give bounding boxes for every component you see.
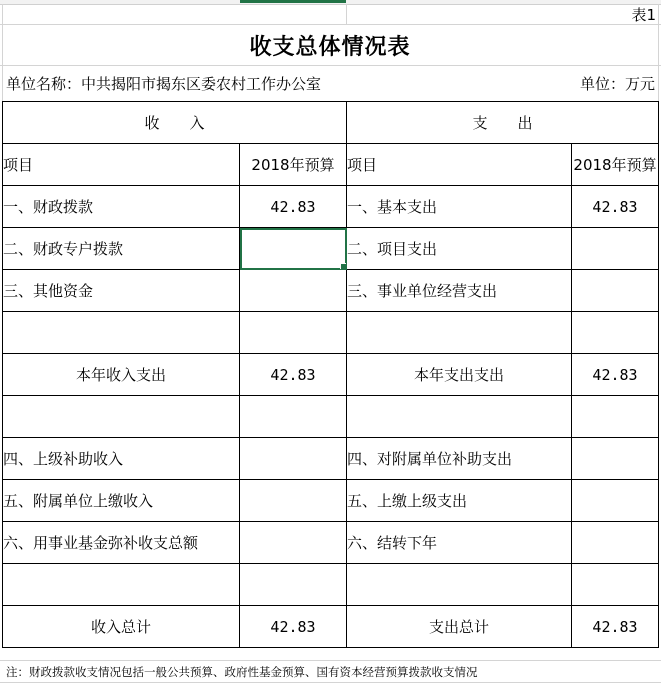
income-item-header[interactable]: 项目: [3, 144, 240, 186]
unit-name[interactable]: 单位名称：中共揭阳市揭东区委农村工作办公室: [6, 75, 322, 93]
footnote[interactable]: 注：财政拨款收支情况包括一般公共预算、政府性基金预算、国有资本经营预算拨款收支情况: [6, 664, 478, 679]
expense-item-cell[interactable]: 一、基本支出: [347, 186, 572, 228]
income-item-cell[interactable]: 五、附属单位上缴收入: [3, 480, 240, 522]
income-item-cell[interactable]: 三、其他资金: [3, 270, 240, 312]
table-number[interactable]: 表1: [631, 5, 656, 24]
selected-cell[interactable]: [240, 228, 347, 270]
expense-value-cell[interactable]: 42.83: [572, 186, 659, 228]
table-row: [3, 270, 659, 312]
income-item-cell[interactable]: 本年收入支出: [3, 354, 240, 396]
expense-item-cell[interactable]: 六、结转下年: [347, 522, 572, 564]
fill-handle[interactable]: [340, 263, 347, 270]
table-row: [3, 438, 659, 480]
income-value-cell[interactable]: 42.83: [240, 354, 347, 396]
unit-label[interactable]: 单位：万元: [579, 75, 655, 93]
expense-value-cell[interactable]: [572, 312, 659, 354]
expense-value-cell[interactable]: [572, 396, 659, 438]
income-item-cell[interactable]: [3, 312, 240, 354]
income-value-cell[interactable]: [240, 396, 347, 438]
expense-header[interactable]: 支 出: [347, 102, 659, 144]
income-value-cell[interactable]: [240, 564, 347, 606]
expense-value-cell[interactable]: [572, 480, 659, 522]
income-total-label[interactable]: 收入总计: [3, 606, 240, 648]
expense-total-value[interactable]: 42.83: [572, 606, 659, 648]
income-value-cell[interactable]: [240, 480, 347, 522]
expense-item-cell[interactable]: [347, 312, 572, 354]
income-item-cell[interactable]: 二、财政专户拨款: [3, 228, 240, 270]
expense-budget-header[interactable]: 2018年预算: [572, 144, 659, 186]
expense-item-cell[interactable]: 三、事业单位经营支出: [347, 270, 572, 312]
income-item-cell[interactable]: 六、用事业基金弥补收支总额: [3, 522, 240, 564]
expense-item-cell[interactable]: 二、项目支出: [347, 228, 572, 270]
income-value-cell[interactable]: [240, 312, 347, 354]
expense-value-cell[interactable]: [572, 438, 659, 480]
income-item-cell[interactable]: 一、财政拨款: [3, 186, 240, 228]
income-item-cell[interactable]: [3, 564, 240, 606]
table-row: [3, 606, 659, 648]
selected-column-indicator: [240, 0, 346, 3]
table-row: [3, 354, 659, 396]
gridline: [346, 4, 347, 24]
expense-item-cell[interactable]: 四、对附属单位补助支出: [347, 438, 572, 480]
table-row: [3, 186, 659, 228]
table-row: [3, 228, 659, 270]
page-title[interactable]: 收支总体情况表: [249, 34, 411, 60]
expense-item-cell[interactable]: 五、上缴上级支出: [347, 480, 572, 522]
table-row: [3, 564, 659, 606]
income-header[interactable]: 收 入: [3, 102, 347, 144]
table-row: [3, 522, 659, 564]
income-value-cell[interactable]: [240, 270, 347, 312]
expense-value-cell[interactable]: [572, 228, 659, 270]
income-value-cell[interactable]: [240, 438, 347, 480]
income-value-cell[interactable]: 42.83: [240, 186, 347, 228]
expense-total-label[interactable]: 支出总计: [347, 606, 572, 648]
expense-item-cell[interactable]: 本年支出支出: [347, 354, 572, 396]
income-total-value[interactable]: 42.83: [240, 606, 347, 648]
income-budget-header[interactable]: 2018年预算: [240, 144, 347, 186]
budget-table: [2, 101, 659, 648]
expense-value-cell[interactable]: [572, 270, 659, 312]
expense-value-cell[interactable]: [572, 522, 659, 564]
expense-item-cell[interactable]: [347, 564, 572, 606]
income-item-cell[interactable]: [3, 396, 240, 438]
expense-item-header[interactable]: 项目: [347, 144, 572, 186]
table-row: [3, 312, 659, 354]
expense-item-cell[interactable]: [347, 396, 572, 438]
expense-value-cell[interactable]: 42.83: [572, 354, 659, 396]
table-row: [3, 396, 659, 438]
table-row: [3, 480, 659, 522]
expense-value-cell[interactable]: [572, 564, 659, 606]
income-value-cell[interactable]: [240, 522, 347, 564]
income-item-cell[interactable]: 四、上级补助收入: [3, 438, 240, 480]
